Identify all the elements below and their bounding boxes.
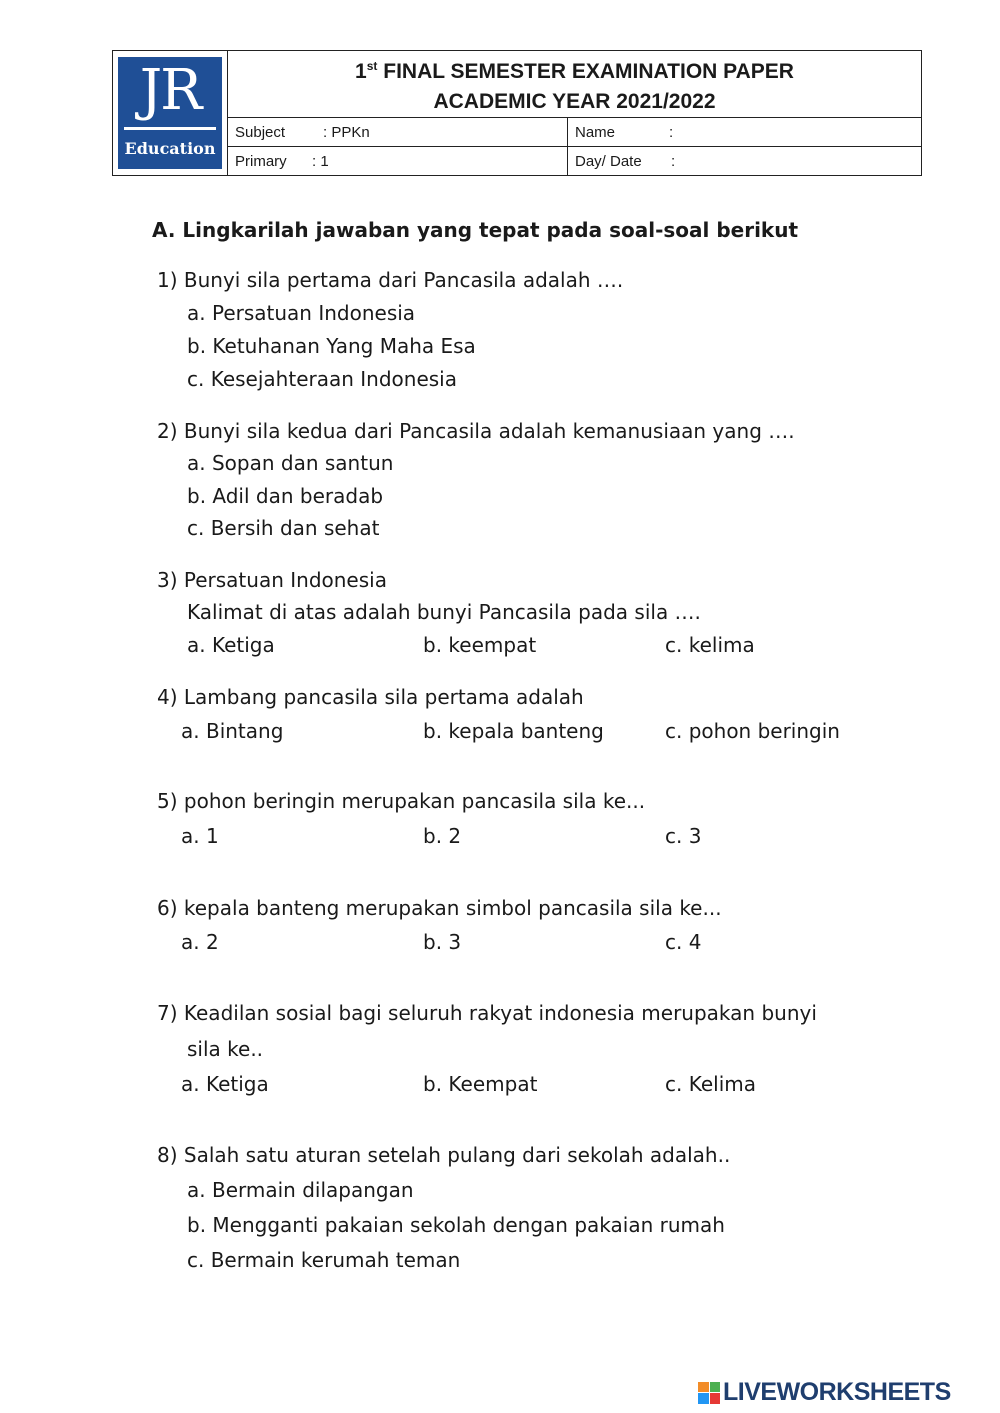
- exam-title: [228, 51, 921, 118]
- title-superscript: st: [366, 59, 378, 73]
- question-2-option-b[interactable]: b. Adil dan beradab: [187, 484, 384, 508]
- primary-value: : 1: [312, 152, 329, 170]
- question-2-option-c[interactable]: c. Bersih dan sehat: [187, 516, 380, 540]
- exam-header: [112, 50, 922, 176]
- question-3: 3) Persatuan Indonesia: [157, 568, 387, 592]
- section-title: A. Lingkarilah jawaban yang tepat pada soal-soal berikut: [152, 218, 799, 242]
- logo-divider: [124, 127, 216, 130]
- question-7-option-c[interactable]: c. Kelima: [665, 1072, 756, 1096]
- subject-label: Subject: [235, 123, 286, 141]
- date-value: :: [671, 152, 676, 170]
- icon-tile-3: [698, 1393, 709, 1404]
- question-2-option-a[interactable]: a. Sopan dan santun: [187, 451, 394, 475]
- title-number: 1: [355, 60, 367, 83]
- date-cell[interactable]: [568, 147, 921, 175]
- title-line1-text: FINAL SEMESTER EXAMINATION PAPER: [377, 60, 794, 83]
- question-7: 7) Keadilan sosial bagi seluruh rakyat indonesia merupakan bunyi: [157, 1001, 817, 1025]
- name-label: Name: [575, 123, 616, 141]
- question-6-option-c[interactable]: c. 4: [665, 930, 702, 954]
- liveworksheets-brand[interactable]: [698, 1378, 951, 1407]
- question-3-option-c[interactable]: c. kelima: [665, 633, 755, 657]
- question-1: 1) Bunyi sila pertama dari Pancasila adalah ….: [157, 268, 624, 292]
- icon-tile-2: [710, 1382, 721, 1393]
- question-4-option-b[interactable]: b. kepala banteng: [423, 719, 604, 743]
- date-label: Day/ Date: [575, 152, 642, 170]
- logo-jr-text: JR: [139, 58, 201, 123]
- question-7-line2: sila ke..: [187, 1037, 264, 1061]
- name-value: :: [669, 123, 674, 141]
- question-3-option-a[interactable]: a. Ketiga: [187, 633, 275, 657]
- icon-tile-4: [710, 1393, 721, 1404]
- logo-cell: [113, 51, 228, 175]
- question-6-option-a[interactable]: a. 2: [181, 930, 219, 954]
- jr-education-logo: [118, 57, 222, 169]
- exam-title-line1: [355, 51, 794, 87]
- liveworksheets-icon: [698, 1382, 720, 1404]
- question-1-option-a[interactable]: a. Persatuan Indonesia: [187, 301, 416, 325]
- question-1-option-c[interactable]: c. Kesejahteraan Indonesia: [187, 367, 457, 391]
- question-3-line2: Kalimat di atas adalah bunyi Pancasila pada sila ….: [187, 600, 701, 624]
- primary-cell: [228, 147, 568, 175]
- logo-education-text: Education: [124, 139, 216, 158]
- question-2: 2) Bunyi sila kedua dari Pancasila adalah kemanusiaan yang ….: [157, 419, 795, 443]
- question-8-option-a[interactable]: a. Bermain dilapangan: [187, 1178, 414, 1202]
- subject-value: : PPKn: [323, 123, 370, 141]
- question-5-option-a[interactable]: a. 1: [181, 824, 219, 848]
- question-5-option-c[interactable]: c. 3: [665, 824, 702, 848]
- question-5-option-b[interactable]: b. 2: [423, 824, 462, 848]
- exam-title-line2: ACADEMIC YEAR 2021/2022: [433, 90, 716, 113]
- question-3-option-b[interactable]: b. keempat: [423, 633, 537, 657]
- info-row-primary: [228, 146, 921, 175]
- question-8-option-b[interactable]: b. Mengganti pakaian sekolah dengan pakaian rumah: [187, 1213, 725, 1237]
- question-6-option-b[interactable]: b. 3: [423, 930, 462, 954]
- question-7-option-b[interactable]: b. Keempat: [423, 1072, 538, 1096]
- question-5: 5) pohon beringin merupakan pancasila sila ke...: [157, 789, 646, 813]
- icon-tile-1: [698, 1382, 709, 1393]
- question-4-option-c[interactable]: c. pohon beringin: [665, 719, 840, 743]
- primary-label: Primary: [235, 152, 287, 170]
- question-7-option-a[interactable]: a. Ketiga: [181, 1072, 269, 1096]
- question-8-option-c[interactable]: c. Bermain kerumah teman: [187, 1248, 461, 1272]
- question-8: 8) Salah satu aturan setelah pulang dari sekolah adalah..: [157, 1143, 731, 1167]
- name-cell[interactable]: [568, 118, 921, 146]
- question-4: 4) Lambang pancasila sila pertama adalah: [157, 685, 584, 709]
- question-4-option-a[interactable]: a. Bintang: [181, 719, 284, 743]
- question-1-option-b[interactable]: b. Ketuhanan Yang Maha Esa: [187, 334, 476, 358]
- header-info: [228, 51, 921, 175]
- question-6: 6) kepala banteng merupakan simbol pancasila sila ke...: [157, 896, 722, 920]
- info-row-subject: [228, 118, 921, 146]
- liveworksheets-text: LIVEWORKSHEETS: [723, 1378, 951, 1406]
- subject-cell: [228, 118, 568, 146]
